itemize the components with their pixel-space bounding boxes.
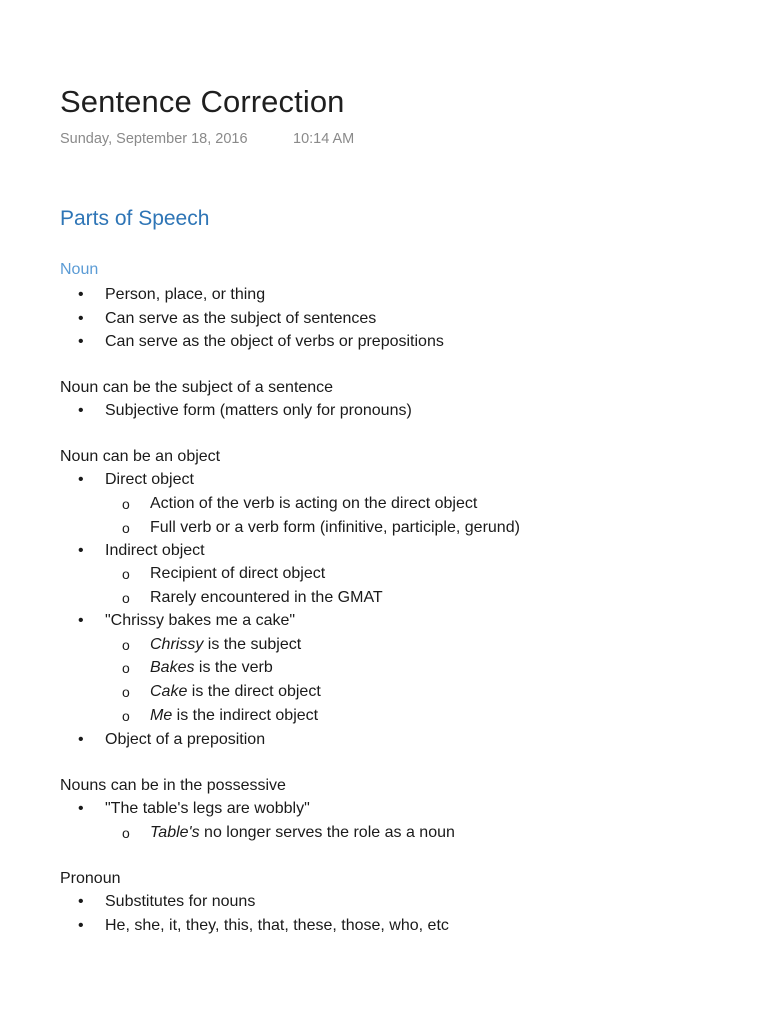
time-text: 10:14 AM [293,131,355,147]
sub-list-item [150,706,318,726]
circle-bullet-icon: o [122,590,130,606]
bullet-icon: • [78,333,84,350]
page-title: Sentence Correction [60,84,345,119]
paragraph-heading: Noun can be an object [60,448,221,465]
bullet-icon: • [78,800,84,817]
term-text: Chrissy [150,636,204,653]
subheading-noun: Noun [60,261,99,278]
circle-bullet-icon: o [122,660,130,676]
list-item: "The table's legs are wobbly" [105,800,310,817]
sub-list-item: Full verb or a verb form (infinitive, participle, gerund) [150,519,520,536]
paragraph-heading: Noun can be the subject of a sentence [60,379,334,396]
paragraph-heading: Nouns can be in the possessive [60,777,286,794]
sub-list-item [150,658,273,678]
bullet-icon: • [78,612,84,629]
definition-text: no longer serves the role as a noun [199,824,455,841]
term-text: Me [150,707,173,724]
list-item: Can serve as the object of verbs or prepositions [105,333,444,350]
list-item: Substitutes for nouns [105,893,256,910]
bullet-icon: • [78,893,84,910]
definition-text: is the verb [194,659,273,676]
section-heading-parts-of-speech: Parts of Speech [60,207,210,230]
bullet-icon: • [78,471,84,488]
sub-list-item: Action of the verb is acting on the direct object [150,495,478,512]
list-item: Object of a preposition [105,731,266,748]
bullet-icon: • [78,286,84,303]
list-item: Subjective form (matters only for pronouns) [105,402,412,419]
sub-list-item [150,823,455,843]
list-item: Person, place, or thing [105,286,266,303]
term-text: Bakes [150,659,195,676]
circle-bullet-icon: o [122,496,130,512]
bullet-icon: • [78,731,84,748]
bullet-icon: • [78,310,84,327]
list-item: Indirect object [105,542,205,559]
bullet-icon: • [78,917,84,934]
date-text: Sunday, September 18, 2016 [60,131,248,147]
circle-bullet-icon: o [122,566,130,582]
term-text: Cake [150,683,188,700]
page-date [60,131,355,147]
sub-list-item [150,682,321,702]
bullet-icon: • [78,542,84,559]
definition-text: is the subject [203,636,302,653]
circle-bullet-icon: o [122,684,130,700]
definition-text: is the direct object [187,683,321,700]
list-item: Can serve as the subject of sentences [105,310,377,327]
paragraph-heading: Pronoun [60,870,121,887]
definition-text: is the indirect object [172,707,319,724]
circle-bullet-icon: o [122,637,130,653]
list-item: "Chrissy bakes me a cake" [105,612,296,629]
circle-bullet-icon: o [122,825,130,841]
sub-list-item [150,635,301,655]
term-text: Table's [150,824,200,841]
list-item: Direct object [105,471,194,488]
sub-list-item: Rarely encountered in the GMAT [150,589,383,606]
sub-list-item: Recipient of direct object [150,565,326,582]
list-item: He, she, it, they, this, that, these, those, who, etc [105,917,449,934]
bullet-icon: • [78,402,84,419]
circle-bullet-icon: o [122,708,130,724]
circle-bullet-icon: o [122,520,130,536]
